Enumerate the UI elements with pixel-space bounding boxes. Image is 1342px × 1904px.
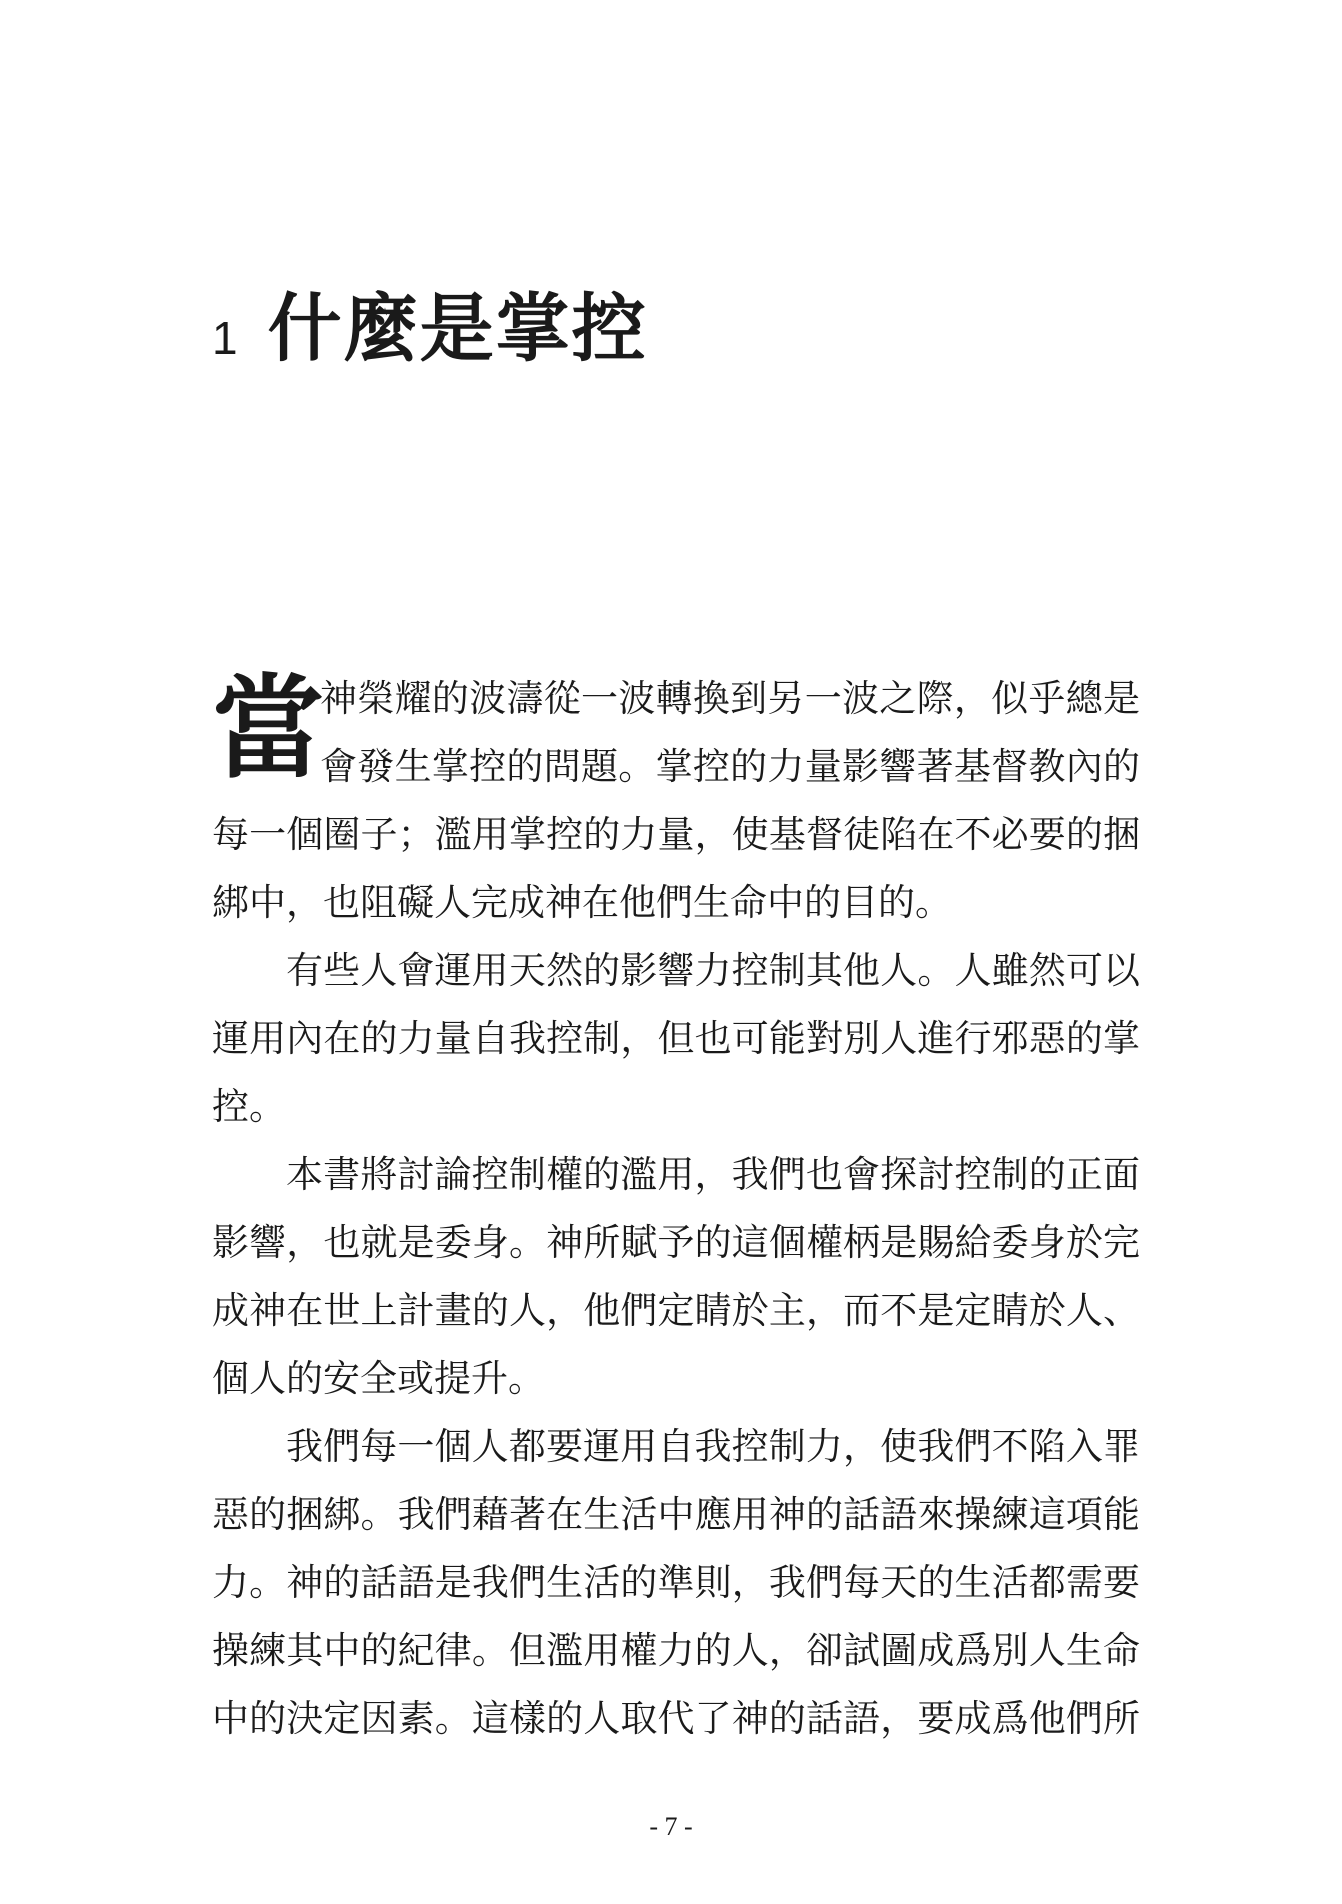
body-text: [212, 665, 1140, 1753]
page-number: - 7 -: [649, 1812, 693, 1841]
text-line: 中的決定因素。這樣的人取代了神的話語，要成爲他們所: [212, 1697, 1140, 1740]
text-line: 運用內在的力量自我控制，但也可能對別人進行邪惡的掌: [212, 1017, 1140, 1060]
text-line: 會發生掌控的問題。掌控的力量影響著基督教內的: [320, 745, 1140, 788]
text-line: 操練其中的紀律。但濫用權力的人，卻試圖成爲別人生命: [212, 1629, 1140, 1672]
text-line: 本書將討論控制權的濫用，我們也會探討控制的正面: [286, 1153, 1140, 1196]
text-line: 個人的安全或提升。: [212, 1357, 545, 1400]
paragraph-2: [212, 937, 1140, 1141]
text-line: 綁中，也阻礙人完成神在他們生命中的目的。: [212, 881, 952, 924]
text-line: 惡的捆綁。我們藉著在生活中應用神的話語來操練這項能: [212, 1493, 1140, 1536]
text-line: 我們每一個人都要運用自我控制力，使我們不陷入罪: [286, 1425, 1140, 1468]
text-line: 成神在世上計畫的人，他們定睛於主，而不是定睛於人、: [212, 1289, 1140, 1332]
chapter-number: 1: [212, 312, 238, 364]
text-line: 每一個圈子；濫用掌控的力量，使基督徒陷在不必要的捆: [212, 813, 1140, 856]
paragraph-4: [212, 1413, 1140, 1753]
text-line: 影響，也就是委身。神所賦予的這個權柄是賜給委身於完: [212, 1221, 1140, 1264]
paragraph-1: [212, 665, 1140, 937]
drop-cap: 當: [212, 663, 324, 794]
text-line: 神榮耀的波濤從一波轉換到另一波之際，似乎總是: [320, 677, 1140, 720]
chapter-title: 什麼是掌控: [267, 286, 648, 372]
chapter-heading: [212, 270, 648, 376]
text-line: 有些人會運用天然的影響力控制其他人。人雖然可以: [286, 949, 1140, 992]
text-line: 力。神的話語是我們生活的準則，我們每天的生活都需要: [212, 1561, 1140, 1604]
paragraph-3: [212, 1141, 1140, 1413]
text-line: 控。: [212, 1085, 286, 1128]
